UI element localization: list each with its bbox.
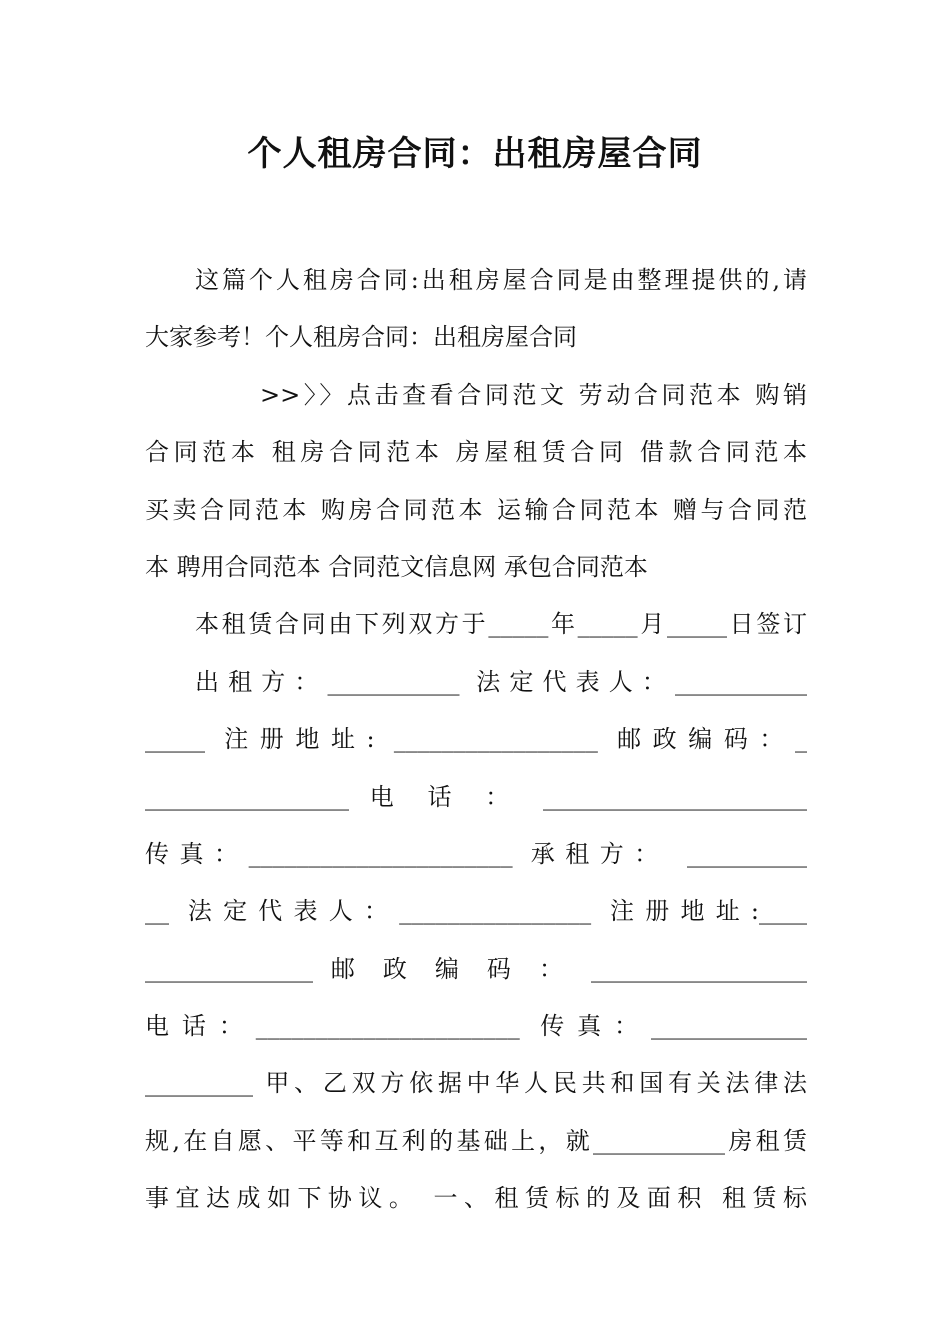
paragraph-line: 大家参考！个人租房合同：出租房屋合同 [145,323,577,351]
paragraph-line: 本 聘用合同范本 合同范文信息网 承包合同范本 [145,553,648,581]
paragraph-line: __ 法定代表人：________________ 注册地址:____ [145,897,807,925]
paragraph-line: 买卖合同范本 购房合同范本 运输合同范本 赠与合同范 [145,496,807,524]
paragraph-line: ______________ 邮 政 编 码 ： __________________ [145,955,807,983]
paragraph-line: 出租方：___________ 法定代表人：___________ [195,668,807,696]
paragraph-line: 规,在自愿、平等和互利的基础上，就___________房租赁 [145,1127,807,1155]
paragraph-line: 本租赁合同由下列双方于_____年_____月_____日签订 [195,610,807,638]
document-title: 个人租房合同：出租房屋合同 [247,134,703,174]
paragraph-line: >>〉〉点击查看合同范文 劳动合同范本 购销 [260,381,807,409]
paragraph-line: _________________ 电 话 ： ______________________ [145,783,807,811]
paragraph-line: 合同范本 租房合同范本 房屋租赁合同 借款合同范本 [145,438,807,466]
paragraph-line: 这篇个人租房合同:出租房屋合同是由整理提供的,请 [195,266,807,294]
paragraph-line: _____ 注册地址: _________________ 邮政编码：_ [145,725,807,753]
paragraph-line: 传真：______________________ 承租方： __________ [145,840,807,868]
paragraph-line: 事宜达成如下协议。 一、租赁标的及面积 租赁标 [145,1184,807,1212]
paragraph-line: 电话：______________________ 传真：_____________ [145,1012,807,1040]
paragraph-line: _________ 甲、乙双方依据中华人民共和国有关法律法 [145,1069,807,1097]
